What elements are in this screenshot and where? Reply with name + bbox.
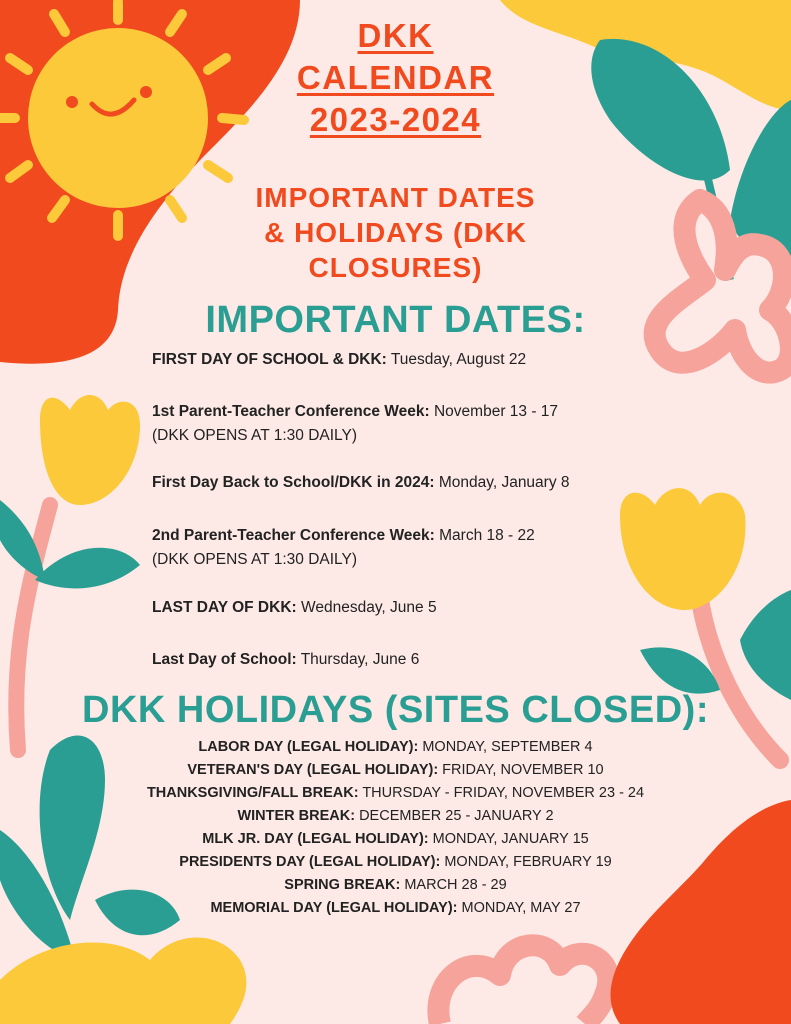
holiday-mlk-day bbox=[0, 828, 791, 851]
date-entry-back-to-school bbox=[152, 471, 672, 495]
date-label: FIRST DAY OF SCHOOL & DKK: bbox=[152, 351, 387, 368]
holiday-label: SPRING BREAK: bbox=[284, 877, 401, 893]
calendar-title-line-2: CALENDAR bbox=[296, 59, 495, 96]
subtitle-line-1: IMPORTANT DATES bbox=[255, 182, 536, 213]
date-label: 1st Parent-Teacher Conference Week: bbox=[152, 403, 430, 420]
holiday-label: THANKSGIVING/FALL BREAK: bbox=[146, 785, 359, 801]
subtitle-line-3: CLOSURES) bbox=[308, 252, 483, 283]
date-entry-conference-1 bbox=[152, 400, 672, 448]
holidays-heading: DKK HOLIDAYS (SITES CLOSED): bbox=[82, 689, 709, 731]
holiday-value: MONDAY, JANUARY 15 bbox=[428, 831, 589, 847]
date-entry-last-day-dkk bbox=[152, 596, 672, 620]
holiday-label: PRESIDENTS DAY (LEGAL HOLIDAY): bbox=[179, 854, 441, 870]
date-note: (DKK OPENS AT 1:30 DAILY) bbox=[152, 427, 358, 444]
holiday-value: MARCH 28 - 29 bbox=[400, 877, 507, 893]
subtitle-line-2: & HOLIDAYS (DKK bbox=[264, 217, 527, 248]
date-value: Wednesday, June 5 bbox=[296, 599, 437, 616]
date-value: March 18 - 22 bbox=[434, 527, 535, 544]
holiday-label: MEMORIAL DAY (LEGAL HOLIDAY): bbox=[210, 900, 458, 916]
holiday-label: LABOR DAY (LEGAL HOLIDAY): bbox=[198, 739, 419, 755]
holiday-presidents-day bbox=[0, 851, 791, 874]
holiday-value: MONDAY, SEPTEMBER 4 bbox=[418, 739, 593, 755]
date-label: 2nd Parent-Teacher Conference Week: bbox=[152, 527, 435, 544]
date-value: Thursday, June 6 bbox=[296, 651, 420, 668]
holiday-winter-break bbox=[0, 805, 791, 828]
date-value: Monday, January 8 bbox=[434, 474, 570, 491]
important-dates-heading: IMPORTANT DATES: bbox=[205, 299, 586, 341]
date-entry-first-day bbox=[152, 348, 672, 372]
calendar-title-line-1: DKK bbox=[357, 17, 434, 54]
date-value: Tuesday, August 22 bbox=[386, 351, 527, 368]
holiday-label: WINTER BREAK: bbox=[237, 808, 356, 824]
holiday-value: MONDAY, FEBRUARY 19 bbox=[440, 854, 612, 870]
holiday-label: MLK JR. DAY (LEGAL HOLIDAY): bbox=[202, 831, 429, 847]
date-entry-conference-2 bbox=[152, 524, 672, 572]
date-label: LAST DAY OF DKK: bbox=[152, 599, 297, 616]
holiday-spring-break bbox=[0, 874, 791, 897]
holiday-memorial-day bbox=[0, 897, 791, 920]
holiday-value: DECEMBER 25 - JANUARY 2 bbox=[355, 808, 554, 824]
calendar-title-line-3: 2023-2024 bbox=[309, 101, 482, 138]
date-value: November 13 - 17 bbox=[429, 403, 559, 420]
holiday-value: FRIDAY, NOVEMBER 10 bbox=[438, 762, 604, 778]
holiday-veterans-day bbox=[0, 759, 791, 782]
date-entry-last-day-school bbox=[152, 648, 672, 672]
holiday-label: VETERAN'S DAY (LEGAL HOLIDAY): bbox=[187, 762, 439, 778]
holiday-value: THURSDAY - FRIDAY, NOVEMBER 23 - 24 bbox=[358, 785, 645, 801]
date-note: (DKK OPENS AT 1:30 DAILY) bbox=[152, 551, 358, 568]
holiday-value: MONDAY, MAY 27 bbox=[457, 900, 581, 916]
holiday-thanksgiving bbox=[0, 782, 791, 805]
holiday-labor-day bbox=[0, 736, 791, 759]
date-label: Last Day of School: bbox=[152, 651, 297, 668]
date-label: First Day Back to School/DKK in 2024: bbox=[152, 474, 435, 491]
